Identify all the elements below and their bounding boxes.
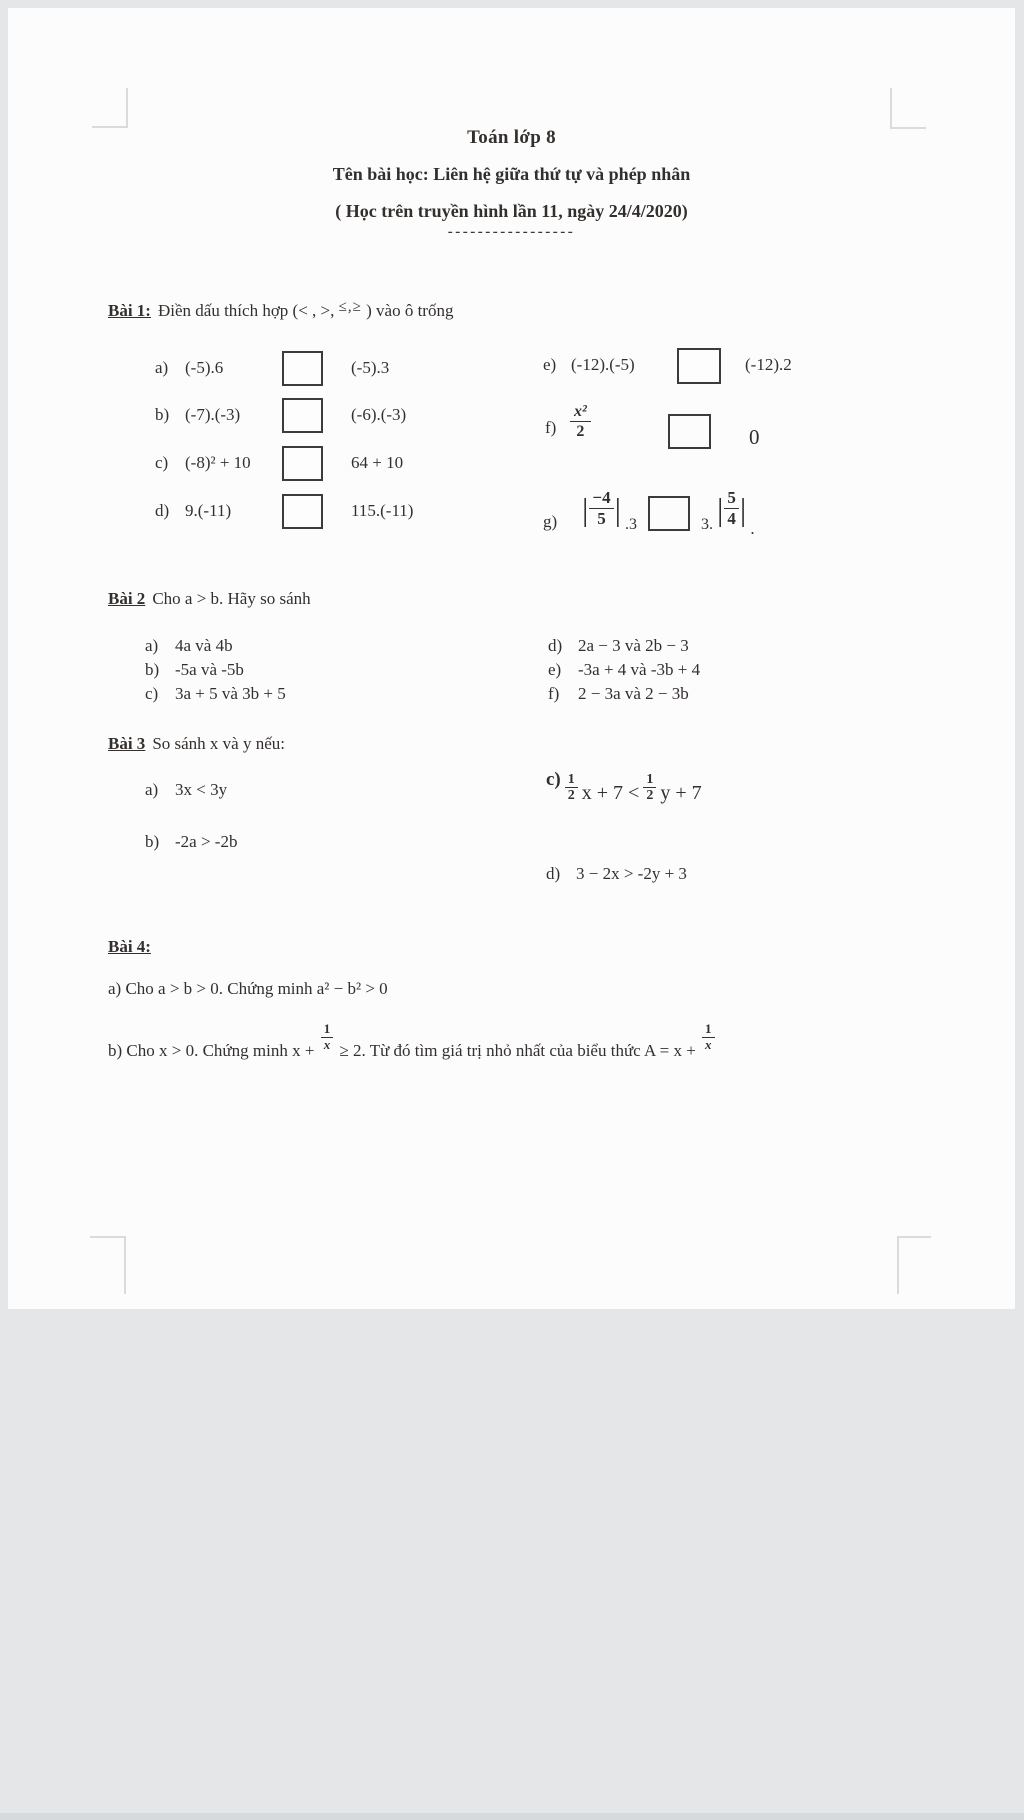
margin-corner-mark-top-left <box>92 88 128 128</box>
margin-corner-mark-bottom-left <box>90 1236 126 1294</box>
document-page <box>8 8 1015 1309</box>
item-text: -5a và -5b <box>175 660 244 679</box>
answer-box <box>282 446 323 481</box>
expression-right: (-6).(-3) <box>351 405 407 424</box>
fraction-numerator: 1 <box>565 772 578 788</box>
fraction-1-over-2 <box>643 772 656 804</box>
fraction-numerator: −4 <box>589 488 613 509</box>
item-label: c) <box>155 453 169 472</box>
ex3-item-d <box>546 864 687 884</box>
abs-bar: | <box>614 490 621 527</box>
answer-box <box>282 398 323 433</box>
fraction-denominator: 4 <box>727 509 736 529</box>
fraction-1-over-2 <box>565 772 578 804</box>
exercise1-intro: Điền dấu thích hợp (< , >, <box>157 301 339 320</box>
item-label: b) <box>145 660 160 679</box>
item-label: d) <box>546 864 561 883</box>
answer-box <box>677 348 721 384</box>
item-label: d) <box>155 501 170 520</box>
answer-box <box>282 351 323 386</box>
item-text: -3a + 4 và -3b + 4 <box>578 660 701 679</box>
fraction-numerator: 1 <box>321 1022 334 1038</box>
item-label: e) <box>543 355 557 374</box>
expression-right: 0 <box>749 425 760 449</box>
exercise1-signs: ≤,≥ <box>338 299 362 315</box>
ex2-left-column <box>145 634 286 706</box>
item-text: 3 − 2x > -2y + 3 <box>576 864 687 883</box>
item-label: g) <box>543 512 558 531</box>
exercise1-intro-post: ) vào ô trống <box>361 301 454 320</box>
ex3-item-c <box>546 768 706 804</box>
fraction-1-over-x <box>702 1022 715 1053</box>
list-item <box>548 634 700 658</box>
exercise1-heading <box>108 299 453 321</box>
item-label: a) <box>145 636 159 655</box>
item-label: d) <box>548 636 563 655</box>
fraction-numerator: x² <box>570 402 591 422</box>
item-text: 2a − 3 và 2b − 3 <box>578 636 689 655</box>
fraction-numerator: 1 <box>643 772 656 788</box>
exercise1-label: Bài 1: <box>108 301 151 320</box>
times-3: .3 <box>625 515 637 533</box>
list-item <box>548 682 700 706</box>
exercise3-label: Bài 3 <box>108 734 146 753</box>
fraction-numerator: 5 <box>724 488 739 509</box>
fraction-denominator: 2 <box>567 788 575 804</box>
ex1-g-expression <box>581 488 755 538</box>
screen-bottom-edge <box>0 1813 1024 1820</box>
margin-corner-mark-bottom-right <box>897 1236 931 1294</box>
exercise2-label: Bài 2 <box>108 589 146 608</box>
list-item <box>145 682 286 706</box>
separator-dashes: ----------------- <box>447 224 576 240</box>
item-text: ≥ 2. Từ đó tìm giá trị nhỏ nhất của biểu thức A = x + <box>335 1040 701 1060</box>
expression-right: 64 + 10 <box>351 453 404 472</box>
item-text: 3a + 5 và 3b + 5 <box>175 684 286 703</box>
expression-left: (-8)² + 10 <box>185 453 251 472</box>
item-text: b) Cho x > 0. Chứng minh x + <box>108 1040 319 1060</box>
fraction-denominator: 5 <box>597 509 606 529</box>
item-label: a) <box>145 780 159 799</box>
doc-broadcast-info: ( Học trên truyền hình lần 11, ngày 24/4/2020) <box>335 201 688 221</box>
expression-left: (-7).(-3) <box>185 405 241 424</box>
fraction-neg4-over-5 <box>589 488 613 530</box>
fraction-5-over-4 <box>724 488 739 530</box>
expression-left: (-12).(-5) <box>571 355 635 374</box>
fraction-denominator: 2 <box>576 423 585 441</box>
exercise2-heading <box>108 589 311 609</box>
list-item <box>145 658 286 682</box>
item-label: b) <box>145 832 160 851</box>
list-item <box>145 634 286 658</box>
expression-right: 115.(-11) <box>351 501 414 520</box>
doc-lesson-name: Tên bài học: Liên hệ giữa thứ tự và phép nhân <box>332 164 691 184</box>
item-label: c) <box>546 768 561 790</box>
exercise3-intro: So sánh x và y nếu: <box>152 734 285 753</box>
item-label: a) <box>155 358 169 377</box>
ex4-item-a: a) Cho a > b > 0. Chứng minh a² − b² > 0 <box>108 979 388 998</box>
exercise4-heading <box>108 937 158 957</box>
expression-right: (-12).2 <box>745 355 792 374</box>
item-label: e) <box>548 660 562 679</box>
ex4-item-b <box>108 1022 717 1061</box>
item-text: y + 7 <box>660 781 702 804</box>
item-text: x + 7 < <box>581 781 640 804</box>
exercise2-intro: Cho a > b. Hãy so sánh <box>152 589 311 608</box>
item-label: f) <box>548 684 560 703</box>
three-times: 3. <box>701 515 713 533</box>
ex2-right-column <box>548 634 700 706</box>
expression-left: (-5).6 <box>185 358 224 377</box>
abs-bar: | <box>582 490 589 527</box>
exercise3-heading <box>108 734 285 754</box>
expression-right: (-5).3 <box>351 358 390 377</box>
expression-left: 9.(-11) <box>185 501 232 520</box>
trailing-dot: . <box>750 518 755 538</box>
abs-bar: | <box>739 490 747 527</box>
list-item <box>548 658 700 682</box>
margin-corner-mark-top-right <box>890 88 926 129</box>
fraction-denominator: x <box>705 1036 712 1052</box>
item-label: f) <box>545 418 557 437</box>
doc-title: Toán lớp 8 <box>467 127 556 148</box>
item-label: b) <box>155 405 170 424</box>
item-text: 2 − 3a và 2 − 3b <box>578 684 689 703</box>
item-label: c) <box>145 684 159 703</box>
fraction-numerator: 1 <box>702 1022 715 1038</box>
item-text: 3x < 3y <box>175 780 228 799</box>
answer-box <box>282 494 323 529</box>
ex3-item-b <box>145 832 237 852</box>
abs-bar: | <box>717 490 724 527</box>
answer-box <box>648 496 690 531</box>
item-text: 4a và 4b <box>175 636 233 655</box>
fraction-1-over-x <box>321 1022 334 1053</box>
exercise4-label: Bài 4: <box>108 937 151 956</box>
fraction-denominator: x <box>323 1036 331 1052</box>
ex3-item-a <box>145 780 227 800</box>
answer-box <box>668 414 711 449</box>
fraction-x2-over-2 <box>570 402 591 441</box>
item-text: -2a > -2b <box>175 832 238 851</box>
fraction-denominator: 2 <box>646 788 654 804</box>
